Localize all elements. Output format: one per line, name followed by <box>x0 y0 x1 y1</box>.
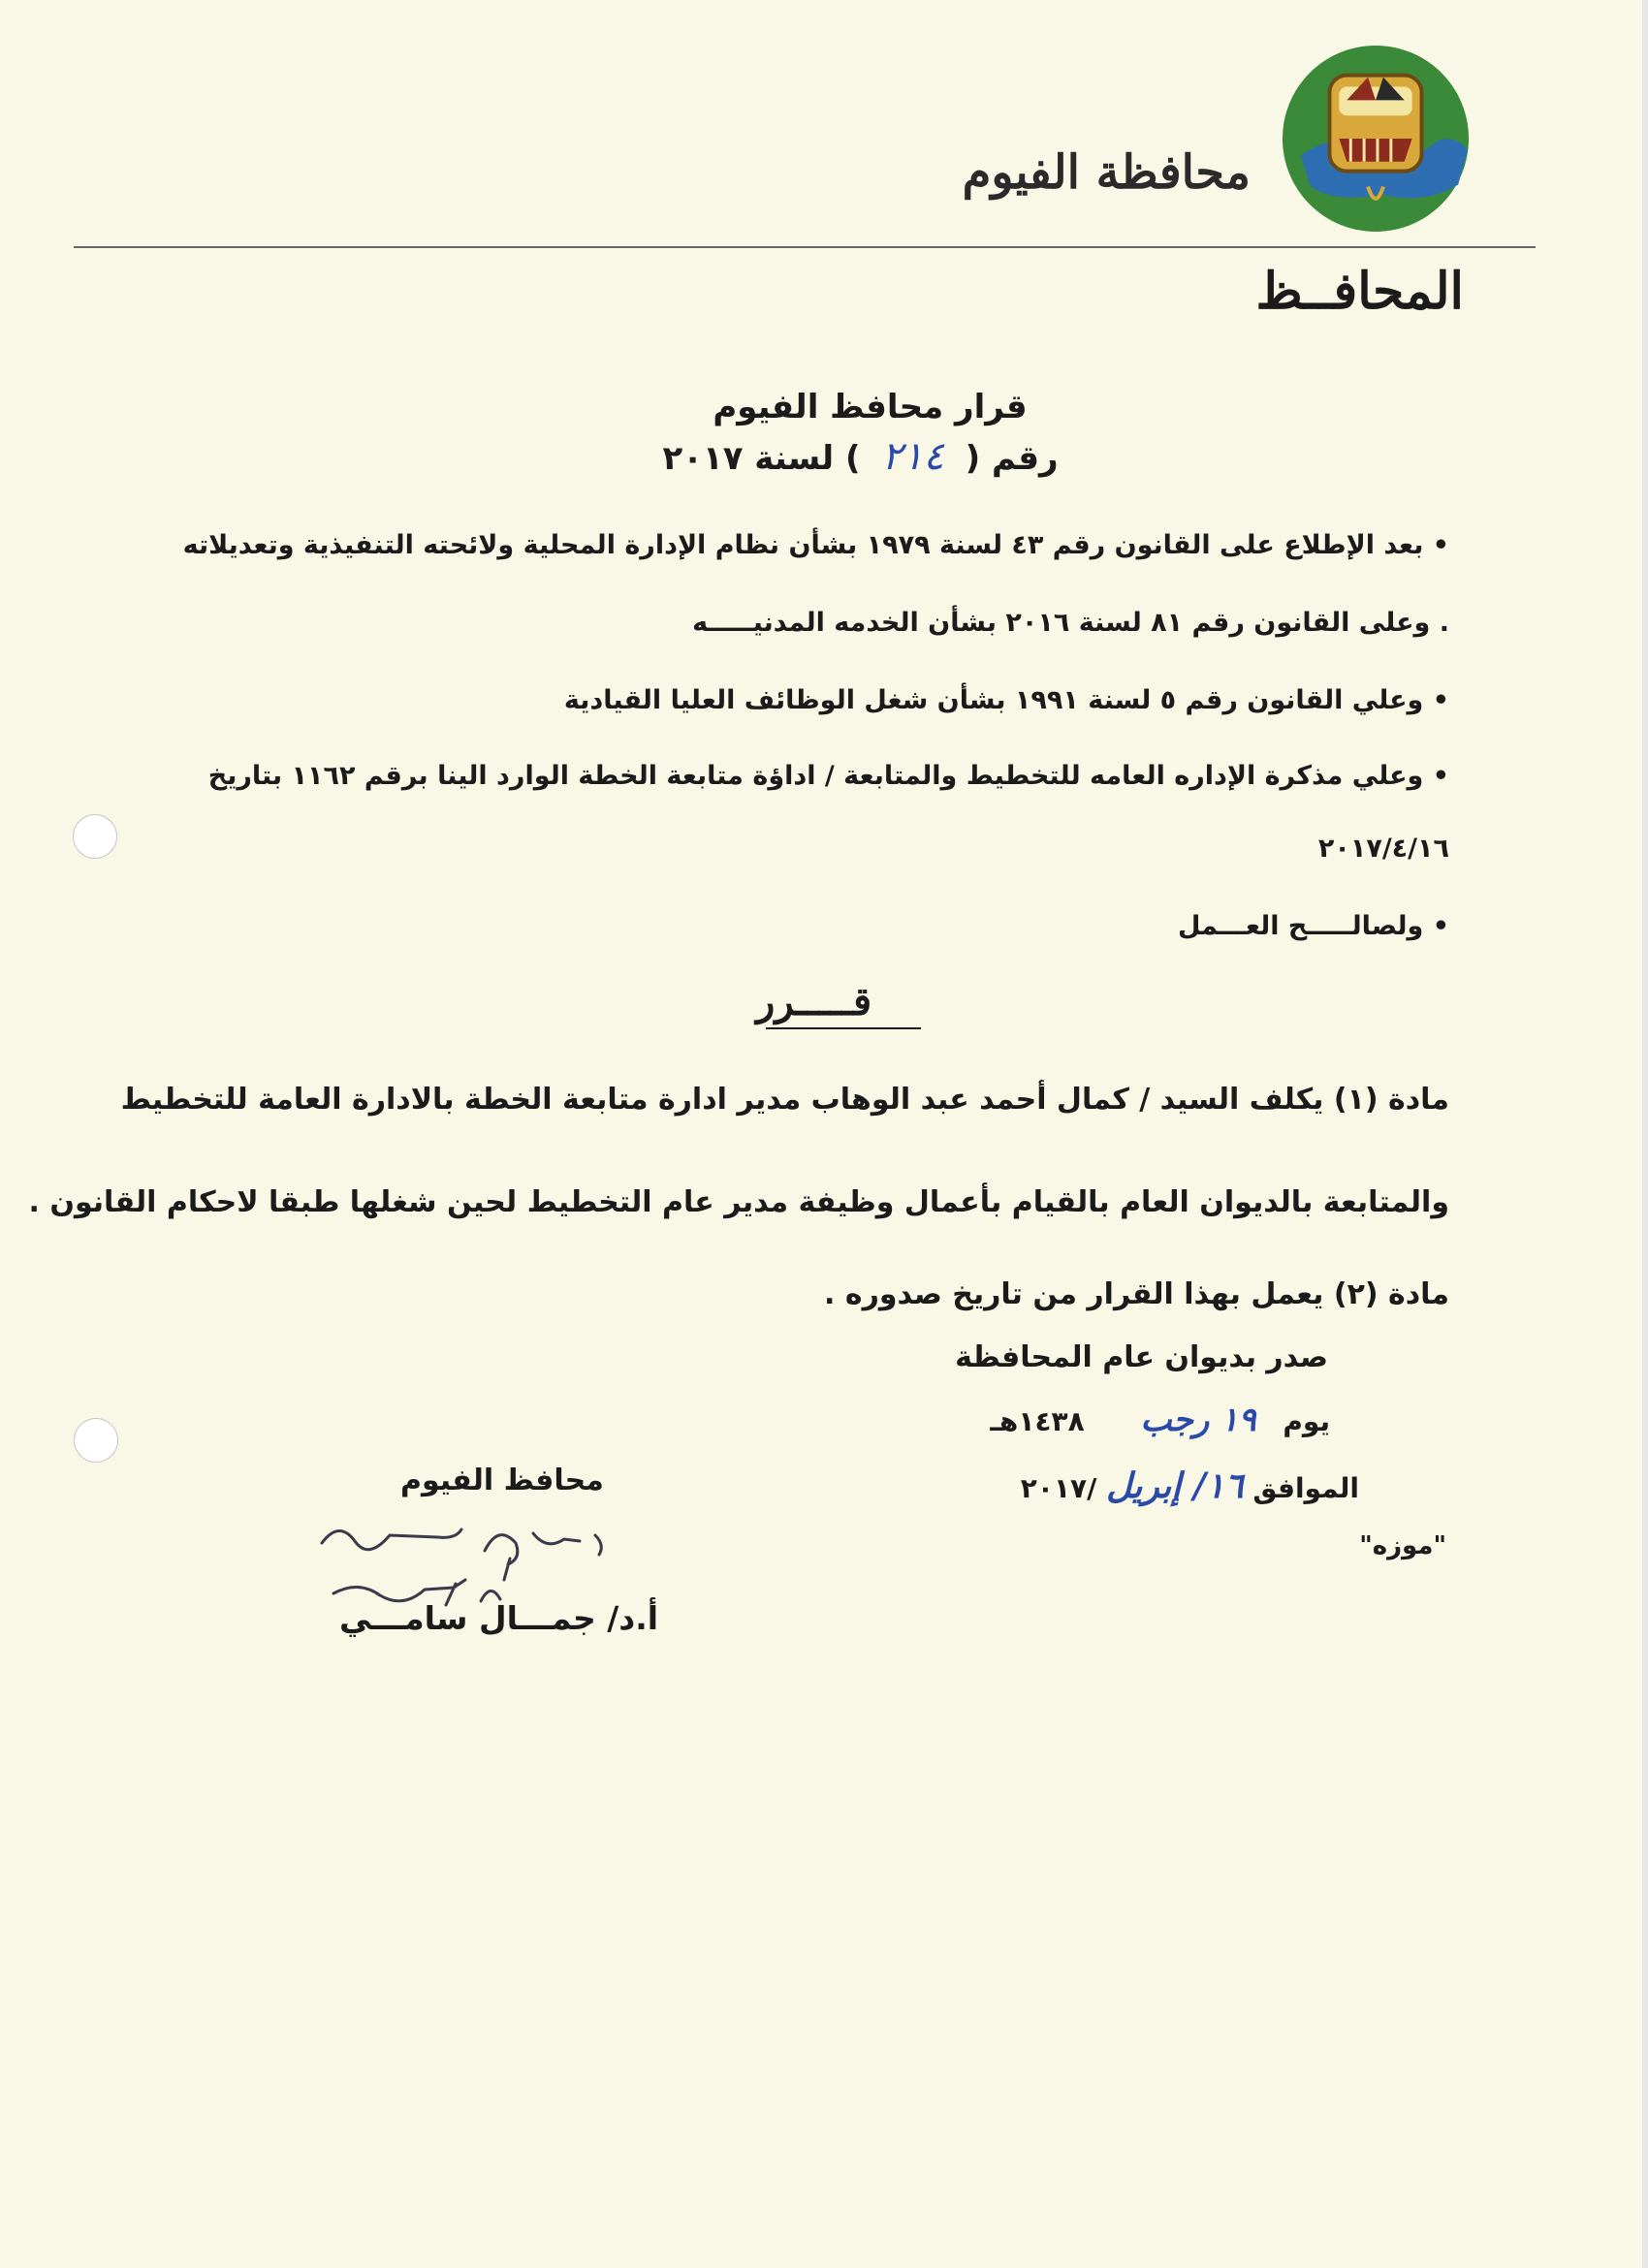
office-title: المحافــظ <box>1255 262 1464 321</box>
decree-number-suffix: ) لسنة ٢٠١٧ <box>662 439 861 478</box>
hijri-date-line <box>990 1401 1330 1439</box>
scan-edge <box>1642 0 1648 2268</box>
punch-hole <box>74 1418 118 1463</box>
punch-hole <box>73 814 117 859</box>
hijri-year: ١٤٣٨هـ <box>990 1405 1085 1437</box>
agency-name: محافظة الفيوم <box>962 145 1251 200</box>
preamble-item-date: ٢٠١٧/٤/١٦ <box>1317 834 1449 864</box>
decree-title: قرار محافظ الفيوم <box>713 388 1028 426</box>
decided-underline <box>766 1027 921 1029</box>
header-divider <box>74 246 1536 248</box>
issued-at: صدر بديوان عام المحافظة <box>955 1340 1328 1374</box>
gregorian-label: الموافق <box>1252 1472 1359 1504</box>
hijri-date-handwritten: ١٩ رجب <box>1140 1401 1256 1439</box>
decided-heading: قـــــرر <box>756 979 872 1024</box>
preamble-item: • ولصالـــــح العـــمل <box>1178 911 1449 941</box>
article-1-continued: والمتابعة بالديوان العام بالقيام بأعمال وظيفة مدير عام التخطيط لحين شغلها طبقا لاحكام القانون . <box>28 1185 1449 1219</box>
gregorian-year: /٢٠١٧ <box>1020 1472 1097 1504</box>
article-1: مادة (١) يكلف السيد / كمال أحمد عبد الوهاب مدير ادارة متابعة الخطة بالادارة العامة للتخطيط <box>120 1083 1449 1117</box>
preamble-item: • بعد الإطلاع على القانون رقم ٤٣ لسنة ١٩٧٩ بشأن نظام الإدارة المحلية ولائحته التنفيذية وتعديلاته <box>182 530 1449 560</box>
preamble-item: . وعلى القانون رقم ٨١ لسنة ٢٠١٦ بشأن الخدمه المدنيـــــه <box>692 608 1449 638</box>
gregorian-date-handwritten: ١٦/ إبريل <box>1106 1465 1244 1506</box>
article-2: مادة (٢) يعمل بهذا القرار من تاريخ صدوره . <box>824 1277 1449 1311</box>
decree-number-prefix: رقم ( <box>965 439 1059 478</box>
preamble-item: • وعلي مذكرة الإداره العامه للتخطيط والمتابعة / اداؤة متابعة الخطة الوارد الينا برقم ١١٦٢ بتاريخ <box>207 761 1449 791</box>
signer-title: محافظ الفيوم <box>400 1464 604 1497</box>
signer-name: أ.د/ جمـــال سامـــي <box>339 1599 659 1637</box>
day-label: يوم <box>1283 1405 1330 1437</box>
typist-initials: "موزه" <box>1359 1531 1446 1560</box>
decree-number-line <box>0 434 1648 479</box>
governorate-seal-logo <box>1280 43 1472 235</box>
preamble-item: • وعلي القانون رقم ٥ لسنة ١٩٩١ بشأن شغل الوظائف العليا القيادية <box>563 685 1449 715</box>
decree-number-handwritten: ٢١٤ <box>881 434 944 479</box>
gregorian-date-line <box>1021 1465 1359 1506</box>
